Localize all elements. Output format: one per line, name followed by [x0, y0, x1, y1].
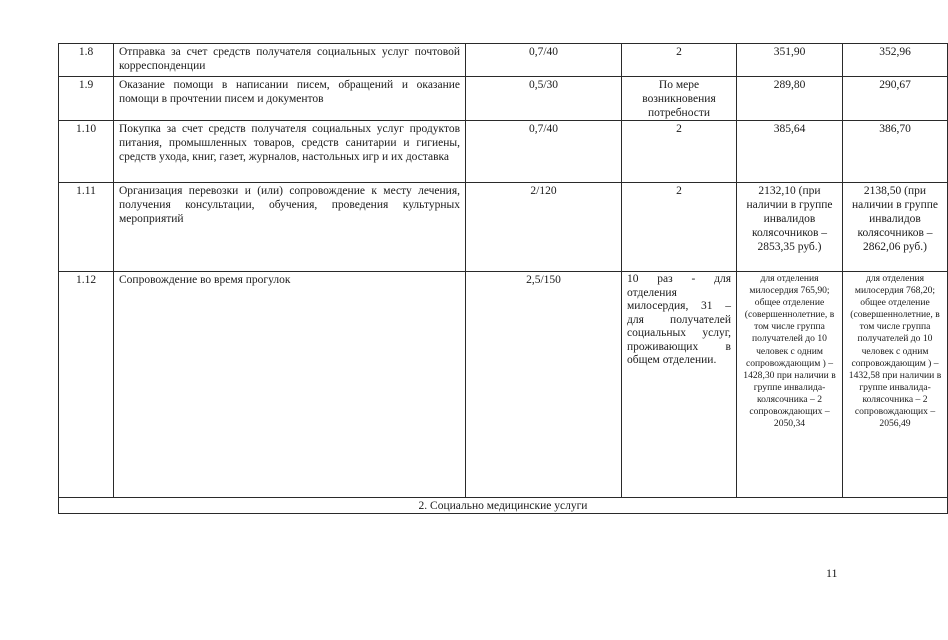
price-new: 290,67	[843, 77, 948, 121]
table-row-1-10	[59, 121, 948, 183]
row-number: 1.8	[59, 44, 114, 77]
price-current: для отделения милосердия 765,90; общее отделение (совершеннолетние, в том числе группа получателей до 10 человек с одним сопровождающим ) –1428,30 при наличии в группе инвалида-колясочника – 2 сопровождающих – 2050,34	[737, 272, 843, 498]
row-number: 1.12	[59, 272, 114, 498]
service-ratio: 0,7/40	[466, 121, 622, 183]
service-name: Отправка за счет средств получателя социальных услуг почтовой корреспонденции	[114, 44, 466, 77]
section-title: 2. Социально медицинские услуги	[59, 498, 948, 514]
price-new: 2138,50 (при наличии в группе инвалидов колясочников – 2862,06 руб.)	[843, 183, 948, 272]
service-frequency: 10 раз - для отделения милосердия, 31 – для получателей социальных услуг, проживающих в общем отделении.	[622, 272, 737, 498]
service-frequency: По мере возникновения потребности	[622, 77, 737, 121]
service-ratio: 0,7/40	[466, 44, 622, 77]
row-number: 1.11	[59, 183, 114, 272]
page-number: 11	[826, 566, 838, 580]
table-row-1-12	[59, 272, 948, 498]
service-name: Организация перевозки и (или) сопровождение к месту лечения, получения консультации, обучения, проведения культурных мероприятий	[114, 183, 466, 272]
price-current: 351,90	[737, 44, 843, 77]
service-name: Покупка за счет средств получателя социальных услуг продуктов питания, промышленных товаров, средств санитарии и гигиены, средств ухода, книг, газет, журналов, настольных игр и их доставка	[114, 121, 466, 183]
price-current: 2132,10 (при наличии в группе инвалидов колясочников – 2853,35 руб.)	[737, 183, 843, 272]
table-row-1-9	[59, 77, 948, 121]
price-current: 289,80	[737, 77, 843, 121]
price-new: 352,96	[843, 44, 948, 77]
section-header-row	[59, 498, 948, 514]
price-new: для отделения милосердия 768,20; общее отделение (совершеннолетние, в том числе группа получателей до 10 человек с одним сопровождающим ) – 1432,58 при наличии в группе инвалида-колясочника – 2 сопровождающих – 2056,49	[843, 272, 948, 498]
service-frequency: 2	[622, 44, 737, 77]
service-name: Сопровождение во время прогулок	[114, 272, 466, 498]
service-frequency: 2	[622, 121, 737, 183]
price-current: 385,64	[737, 121, 843, 183]
service-ratio: 2,5/150	[466, 272, 622, 498]
row-number: 1.9	[59, 77, 114, 121]
service-frequency: 2	[622, 183, 737, 272]
service-ratio: 2/120	[466, 183, 622, 272]
service-name: Оказание помощи в написании писем, обращений и оказание помощи в прочтении писем и документов	[114, 77, 466, 121]
table-row-1-11	[59, 183, 948, 272]
row-number: 1.10	[59, 121, 114, 183]
services-table	[58, 43, 948, 514]
price-new: 386,70	[843, 121, 948, 183]
service-ratio: 0,5/30	[466, 77, 622, 121]
table-row-1-8	[59, 44, 948, 77]
